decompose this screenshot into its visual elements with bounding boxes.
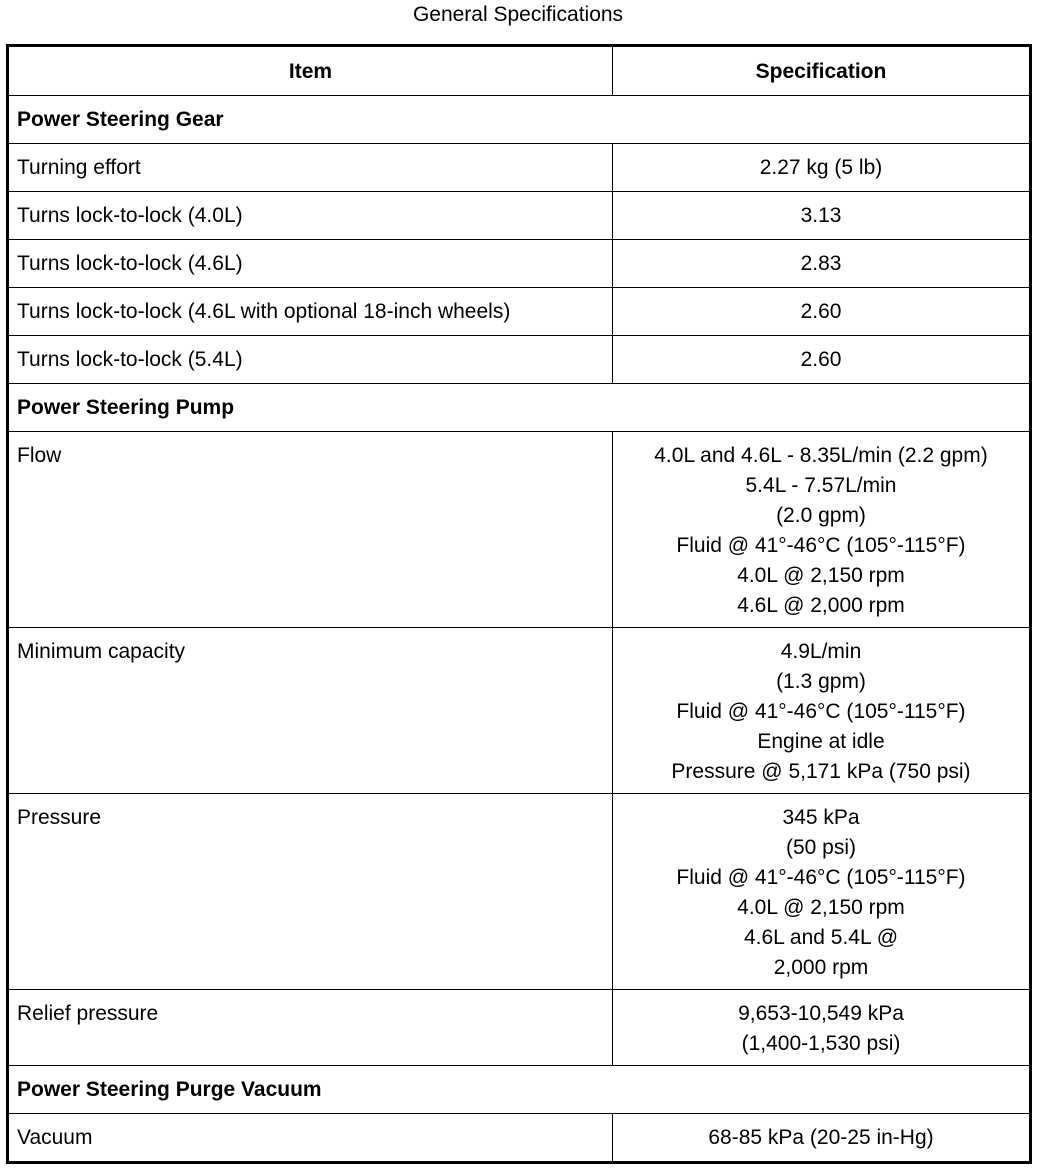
specification-cell [613, 990, 1031, 1066]
item-cell: Vacuum [8, 1114, 613, 1163]
specification-cell [613, 794, 1031, 990]
item-cell: Minimum capacity [8, 628, 613, 794]
item-cell: Turns lock-to-lock (4.6L) [8, 240, 613, 288]
specification-line: 68-85 kPa (20-25 in-Hg) [708, 1126, 934, 1149]
table-row [8, 990, 1031, 1066]
table-row [8, 432, 1031, 628]
item-cell: Turning effort [8, 144, 613, 192]
specifications-table [6, 44, 1032, 1164]
specification-line: 2,000 rpm [773, 956, 869, 979]
section-title: Power Steering Pump [8, 384, 1031, 432]
item-cell: Flow [8, 432, 613, 628]
specification-cell [613, 1114, 1031, 1163]
table-row [8, 336, 1031, 384]
specification-cell [613, 628, 1031, 794]
section-title: Power Steering Purge Vacuum [8, 1066, 1031, 1114]
item-cell: Pressure [8, 794, 613, 990]
specification-line: Fluid @ 41°-46°C (105°-115°F) [676, 866, 966, 889]
section-row [8, 1066, 1031, 1114]
item-cell: Turns lock-to-lock (5.4L) [8, 336, 613, 384]
specification-line: Fluid @ 41°-46°C (105°-115°F) [676, 700, 966, 723]
specification-line: 2.60 [800, 348, 842, 371]
specification-line: (1,400-1,530 psi) [741, 1032, 901, 1055]
specification-line: 4.0L @ 2,150 rpm [737, 896, 905, 919]
specification-line: (1.3 gpm) [776, 670, 866, 693]
column-header-item: Item [8, 46, 613, 96]
section-row [8, 96, 1031, 144]
specification-line: 4.9L/min [780, 640, 862, 663]
table-row [8, 192, 1031, 240]
specification-line: 5.4L - 7.57L/min [745, 474, 897, 497]
specification-line: Pressure @ 5,171 kPa (750 psi) [671, 760, 971, 783]
table-row [8, 794, 1031, 990]
item-cell: Relief pressure [8, 990, 613, 1066]
specification-line: (50 psi) [785, 836, 857, 859]
table-row [8, 288, 1031, 336]
specification-cell [613, 288, 1031, 336]
table-row [8, 144, 1031, 192]
specification-line: 2.27 kg (5 lb) [759, 156, 883, 179]
table-caption: General Specifications [412, 3, 624, 26]
table-row [8, 628, 1031, 794]
specification-line: 345 kPa [782, 806, 860, 829]
specification-cell [613, 192, 1031, 240]
specification-line: 3.13 [800, 204, 842, 227]
specification-cell [613, 432, 1031, 628]
specification-line: 2.60 [800, 300, 842, 323]
section-row [8, 384, 1031, 432]
specification-line: 4.0L @ 2,150 rpm [737, 564, 905, 587]
specification-cell [613, 240, 1031, 288]
section-title: Power Steering Gear [8, 96, 1031, 144]
specification-line: 9,653-10,549 kPa [738, 1002, 904, 1025]
specification-line: (2.0 gpm) [776, 504, 866, 527]
specification-cell [613, 336, 1031, 384]
header-row [8, 46, 1031, 96]
table-row [8, 240, 1031, 288]
item-cell: Turns lock-to-lock (4.6L with optional 18-inch wheels) [8, 288, 613, 336]
specification-line: 4.0L and 4.6L - 8.35L/min (2.2 gpm) [654, 444, 988, 467]
table-row [8, 1114, 1031, 1163]
specification-line: Fluid @ 41°-46°C (105°-115°F) [676, 534, 966, 557]
specification-line: Engine at idle [757, 730, 885, 753]
specification-line: 4.6L @ 2,000 rpm [737, 594, 905, 617]
column-header-specification: Specification [613, 46, 1031, 96]
specification-line: 4.6L and 5.4L @ [743, 926, 899, 949]
specification-line: 2.83 [800, 252, 842, 275]
table-body [8, 96, 1031, 1163]
specification-cell [613, 144, 1031, 192]
item-cell: Turns lock-to-lock (4.0L) [8, 192, 613, 240]
